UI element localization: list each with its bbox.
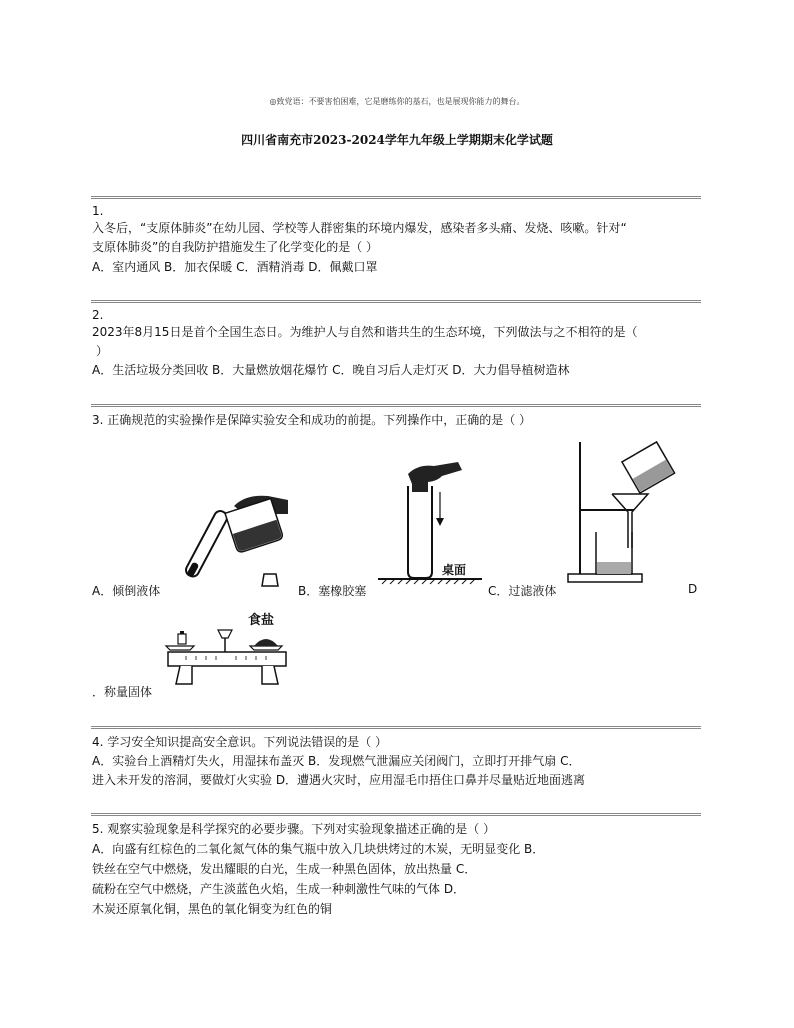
- question-stem-line: 5. 观察实验现象是科学探究的必要步骤。下列对实验现象描述正确的是（ ）: [92, 822, 496, 836]
- question-stem-line: 4. 学习安全知识提高安全意识。下列说法错误的是（ ）: [92, 735, 388, 749]
- question-stem-line: 进入未开发的溶洞，要做灯火实验 D．遭遇火灾时，应用湿毛巾捂住口鼻并尽量贴近地面逃离: [92, 773, 586, 787]
- salt-label: 食盐: [248, 613, 275, 628]
- motto-text: ◎致党语：不要害怕困难，它是磨练你的基石，也是展现你能力的舞台。: [269, 97, 525, 106]
- question-stem-line: A．向盛有红棕色的二氧化氮气体的集气瓶中放入几块烘烤过的木炭，无明显变化 B．: [92, 842, 545, 856]
- table-surface-label: 桌面: [442, 563, 467, 577]
- filtering-figure: [566, 440, 686, 584]
- pouring-liquid-figure: [176, 488, 296, 588]
- question-stem-line: 硫粉在空气中燃烧，产生淡蓝色火焰，生成一种刺激性气味的气体 D．: [92, 882, 466, 896]
- question-stem: 3. 正确规范的实验操作是保障实验安全和成功的前提。下列操作中，正确的是（ ）: [92, 413, 532, 427]
- inserting-stopper-figure: [378, 460, 482, 584]
- divider: [91, 300, 701, 303]
- question-stem-line: 2023年8月15日是首个全国生态日。为维护人与自然和谐共生的生态环境，下列做法与之不相符的是（: [92, 325, 638, 339]
- question-stem-line: 入冬后，“支原体肺炎”在幼儿园、学校等人群密集的环境内爆发，感染者多头痛、发烧、咳嗽。针对“: [92, 221, 627, 235]
- question-stem-line: 支原体肺炎”的自我防护措施发生了化学变化的是（ ）: [92, 240, 379, 254]
- question-number: 1.: [92, 204, 104, 218]
- question-options: A．生活垃圾分类回收 B．大量燃放烟花爆竹 C．晚自习后人走灯灭 D．大力倡导植树造林: [92, 363, 570, 377]
- divider: [91, 196, 701, 199]
- option-d-letter: D: [688, 582, 698, 596]
- divider: [91, 726, 701, 729]
- question-number: 2.: [92, 308, 104, 322]
- divider: [91, 404, 701, 407]
- question-options: A．室内通风 B．加衣保暖 C．酒精消毒 D．佩戴口罩: [92, 260, 378, 274]
- page-title: 四川省南充市2023-2024学年九年级上学期期末化学试题: [241, 133, 553, 147]
- option-c-label: C．过滤液体: [488, 584, 557, 598]
- divider: [91, 813, 701, 816]
- question-stem-line: 铁丝在空气中燃烧，发出耀眼的白光，生成一种黑色固体，放出热量 C．: [92, 862, 477, 876]
- question-stem-line: A．实验台上酒精灯失火，用湿抹布盖灭 B．发现燃气泄漏应关闭阀门，立即打开排气扇 C．: [92, 754, 581, 768]
- option-d-text: ．称量固体: [92, 685, 153, 699]
- question-stem-line: 木炭还原氧化铜，黑色的氧化铜变为红色的铜: [92, 902, 333, 916]
- question-stem-line: ）: [96, 344, 109, 358]
- weighing-solid-figure: [162, 610, 294, 690]
- option-b-label: B．塞橡胶塞: [298, 584, 367, 598]
- option-a-label: A．倾倒液体: [92, 584, 161, 598]
